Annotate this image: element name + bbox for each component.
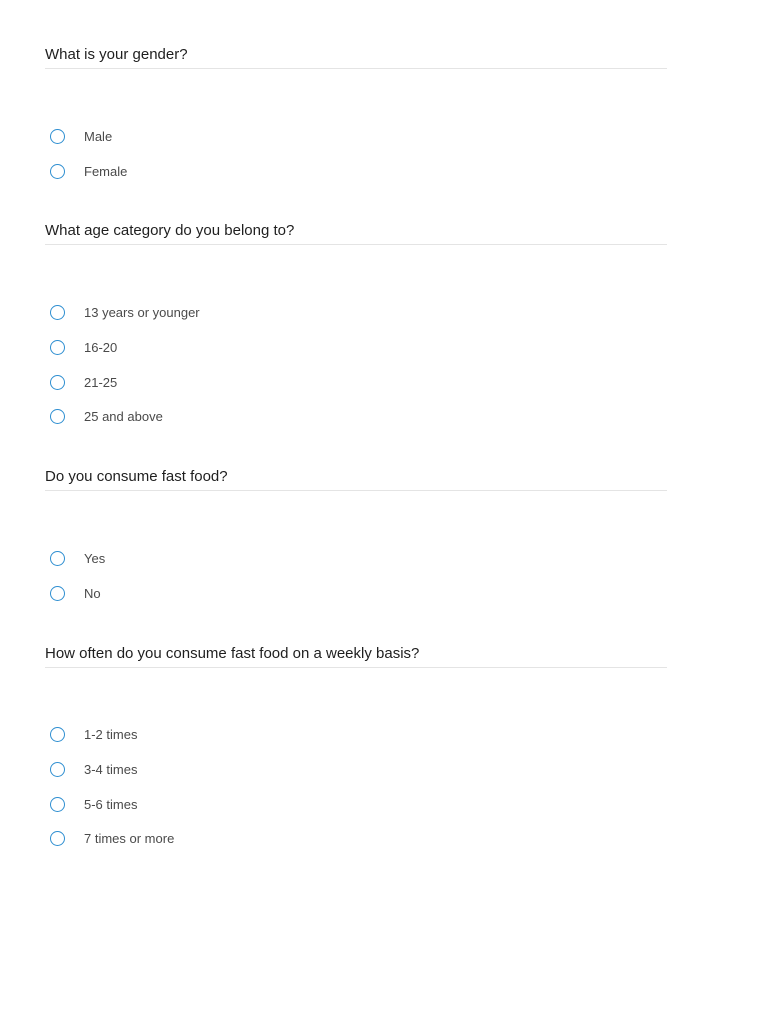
option-label[interactable]: 16-20 (84, 339, 118, 355)
option-label[interactable]: Yes (84, 550, 106, 566)
question-title: What is your gender? (45, 44, 667, 69)
option-label[interactable]: 21-25 (84, 374, 118, 390)
option-label[interactable]: Male (84, 128, 113, 144)
option-label[interactable]: 3-4 times (84, 762, 138, 778)
radio-button[interactable] (50, 762, 65, 777)
option-label[interactable]: No (84, 585, 101, 601)
radio-option-3-4-times[interactable] (45, 752, 667, 787)
radio-option-16-20[interactable] (45, 330, 667, 365)
question-gender (45, 44, 667, 188)
question-frequency (45, 643, 667, 857)
radio-button[interactable] (50, 727, 65, 742)
option-label[interactable]: 1-2 times (84, 727, 138, 743)
radio-option-male[interactable] (45, 119, 667, 154)
radio-button[interactable] (50, 375, 65, 390)
radio-button[interactable] (50, 305, 65, 320)
radio-option-yes[interactable] (45, 541, 667, 576)
question-age (45, 220, 667, 434)
radio-option-1-2-times[interactable] (45, 718, 667, 753)
survey-form (45, 44, 667, 856)
radio-button[interactable] (50, 164, 65, 179)
radio-option-7-or-more[interactable] (45, 822, 667, 857)
radio-button[interactable] (50, 340, 65, 355)
radio-option-13-or-younger[interactable] (45, 295, 667, 330)
option-label[interactable]: 5-6 times (84, 796, 138, 812)
radio-option-no[interactable] (45, 576, 667, 611)
radio-option-5-6-times[interactable] (45, 787, 667, 822)
radio-group-fast-food (45, 491, 667, 610)
radio-button[interactable] (50, 797, 65, 812)
option-label[interactable]: Female (84, 163, 128, 179)
radio-option-female[interactable] (45, 154, 667, 189)
radio-button[interactable] (50, 551, 65, 566)
option-label[interactable]: 13 years or younger (84, 305, 200, 321)
question-title: How often do you consume fast food on a weekly basis? (45, 643, 667, 668)
radio-button[interactable] (50, 586, 65, 601)
radio-option-21-25[interactable] (45, 365, 667, 400)
radio-button[interactable] (50, 409, 65, 424)
radio-option-25-and-above[interactable] (45, 399, 667, 434)
radio-button[interactable] (50, 129, 65, 144)
radio-group-age (45, 245, 667, 434)
question-fast-food (45, 466, 667, 610)
question-title: Do you consume fast food? (45, 466, 667, 491)
radio-group-gender (45, 69, 667, 188)
radio-group-frequency (45, 668, 667, 857)
radio-button[interactable] (50, 831, 65, 846)
option-label[interactable]: 7 times or more (84, 831, 175, 847)
option-label[interactable]: 25 and above (84, 409, 163, 425)
question-title: What age category do you belong to? (45, 220, 667, 245)
